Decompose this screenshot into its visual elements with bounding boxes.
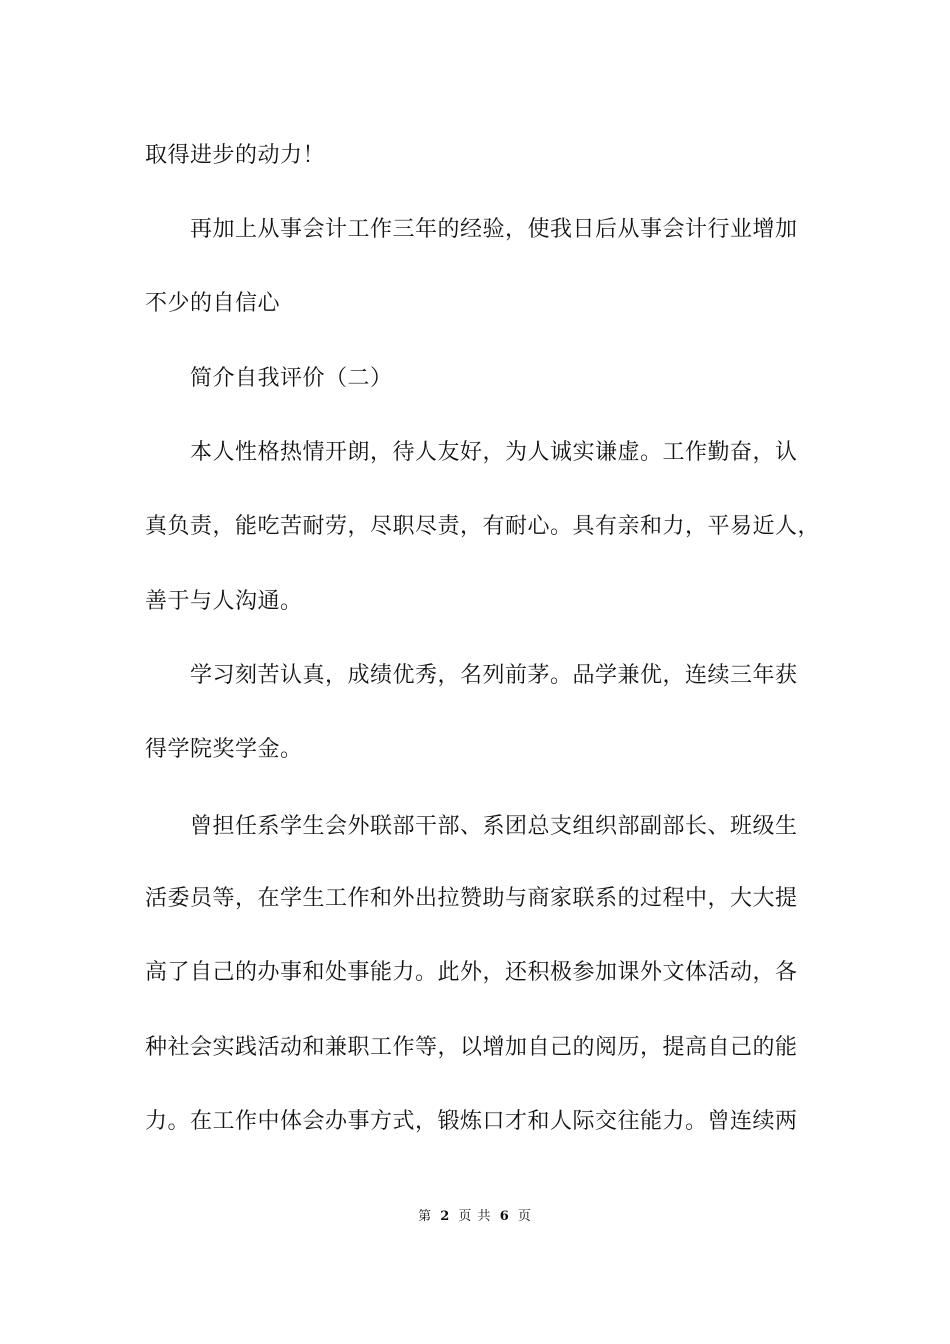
section-heading: 简介自我评价（二） [190,366,393,391]
text-line: 高了自己的办事和处事能力。此外，还积极参加课外文体活动，各 [145,960,798,985]
text-line: 得学院奖学金。 [145,737,303,762]
footer-prefix: 第 [418,1209,433,1224]
footer-suffix: 页 [517,1209,532,1224]
text-line: 再加上从事会计工作三年的经验，使我日后从事会计行业增加 [190,217,798,242]
text-line: 活委员等，在学生工作和外出拉赞助与商家联系的过程中，大大提 [145,886,798,911]
page-footer [0,1208,950,1226]
text-line: 学习刻苦认真，成绩优秀，名列前茅。品学兼优，连续三年获 [190,663,798,688]
text-line: 取得进步的动力！ [145,143,326,168]
current-page-number: 2 [440,1209,451,1224]
text-line: 力。在工作中体会办事方式，锻炼口才和人际交往能力。曾连续两 [145,1109,798,1134]
text-line: 曾担任系学生会外联部干部、系团总支组织部副部长、班级生 [190,814,798,839]
text-line: 真负责，能吃苦耐劳，尽职尽责，有耐心。具有亲和力，平易近人， [145,514,821,539]
text-line: 本人性格热情开朗，待人友好，为人诚实谦虚。工作勤奋，认 [190,440,798,465]
total-pages-number: 6 [499,1209,510,1224]
footer-middle: 页 共 [458,1209,492,1224]
text-line: 不少的自信心 [145,291,281,316]
text-line: 种社会实践活动和兼职工作等，以增加自己的阅历，提高自己的能 [145,1035,798,1060]
text-line: 善于与人沟通。 [145,589,303,614]
